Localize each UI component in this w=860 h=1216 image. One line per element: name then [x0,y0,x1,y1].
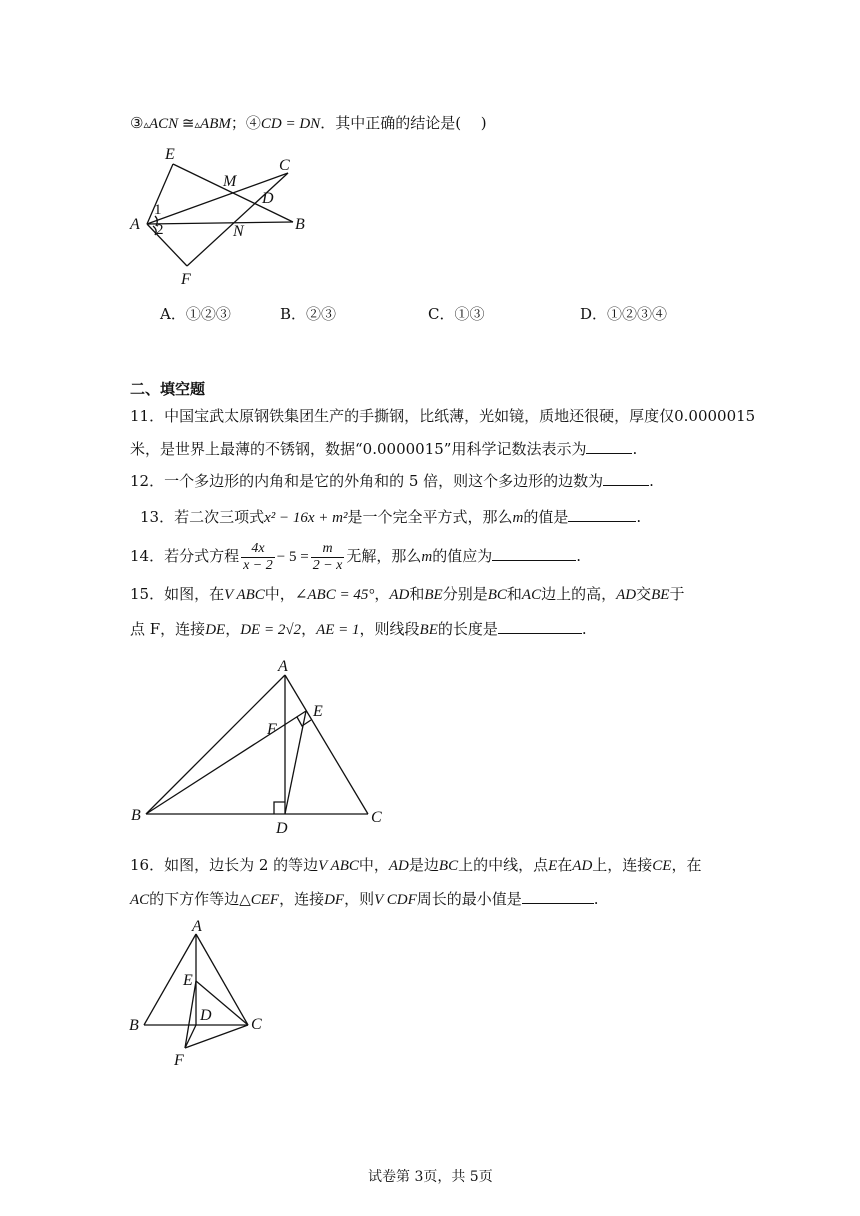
right-angle-d [274,802,285,814]
cd-dn-text: CD = DN [260,116,321,132]
label-b: B [131,807,141,824]
q16-ad: AD [572,858,593,874]
q16-cef: △CEF [239,892,280,908]
q14-f2-denominator: 2 − x [312,557,343,573]
q13-end: . [636,508,642,526]
q15-figure [128,655,388,835]
acn-text: ACN [148,116,179,132]
q15-text: 中， [264,585,295,603]
label-e: E [165,146,175,163]
q15-text: 交 [636,585,652,603]
q13-line [140,505,641,529]
q15-be: BE [419,622,438,638]
separator: ； [230,114,246,132]
q16-text: 在 [557,856,573,874]
q12-answer-blank[interactable] [603,469,649,486]
q13-pre: 13．若二次三项式 [140,508,265,526]
q11-line-1: 11．中国宝武太原钢铁集团生产的手撕钢，比纸薄，光如镜，质地还很硬，厚度仅0.0000015 [130,407,756,425]
segment-de [285,711,306,814]
q14-post: 的值应为 [432,547,493,565]
q13-mid: 是一个完全平方式，那么 [347,508,513,526]
q15-line-1 [130,583,684,606]
q15-angle: ∠ABC = 45° [294,587,375,603]
q16-figure [126,915,276,1075]
label-a: A [192,918,202,935]
option-b[interactable]: B．②③ [280,305,337,323]
q16-ad: AD [388,858,409,874]
q11-line-2 [130,437,637,460]
circle-4: ④ [245,114,261,132]
segment-fc [187,173,288,266]
q15-text: ， [301,620,317,638]
q10-tail-text: ．其中正确的结论是( ) [320,114,487,132]
q16-text: ，则 [344,890,375,908]
page-footer: 试卷第 3页，共 5页 [368,1169,493,1185]
q16-text: ，连接 [279,890,325,908]
option-c[interactable]: C．①③ [428,305,485,323]
q15-triangle: V ABC [224,587,265,603]
segment-be [146,711,306,814]
q15-text: ， [374,585,390,603]
label-d: D [276,820,288,835]
q15-line-2 [130,617,587,641]
q11-answer-blank[interactable] [586,437,632,454]
segment-ba [146,675,285,814]
q15-text: 的长度是 [437,620,498,638]
label-f: F [267,721,277,738]
q15-ac: AC [521,587,542,603]
label-n: N [233,223,244,240]
label-c: C [251,1016,262,1033]
label-m: M [223,173,237,190]
q14-minus-five: − 5 = [276,549,309,565]
q14-answer-blank[interactable] [492,544,576,561]
q16-triangle: V ABC [318,858,359,874]
q14-line [130,536,581,577]
label-angle-1: 1 [154,202,162,218]
q14-m: m [421,549,433,565]
q13-post: 的值是 [523,508,569,526]
q10-figure [125,140,325,290]
circle-3: ③ [130,114,144,132]
q14-fraction-2 [311,541,345,574]
congruent-symbol: ≅ [178,116,195,132]
q16-end: . [593,890,599,908]
q12-line [130,469,654,492]
q16-line-1 [130,854,701,877]
label-f: F [181,271,191,288]
label-a: A [130,216,140,233]
q14-f1-denominator: x − 2 [243,557,273,573]
q14-fraction-1 [241,541,275,574]
q15-ad: AD [616,587,637,603]
q14-mid: 无解，那么 [346,547,422,565]
q14-pre: 14．若分式方程 [130,547,240,565]
q16-text: 上，连接 [592,856,653,874]
q15-be: BE [651,587,670,603]
q11-end: . [632,440,638,458]
q16-line-2 [130,887,599,911]
q16-bc: BC [438,858,459,874]
label-c: C [279,157,290,174]
q15-text: 点 F，连接 [130,620,206,638]
q15-ae-value: AE = 1 [316,622,360,638]
q16-text: 是边 [408,856,439,874]
q16-text: ，在 [671,856,702,874]
q16-text: 的下方作等边 [149,890,240,908]
q15-text: ， [225,620,241,638]
triangle-symbol: ▵ [143,118,149,131]
option-d[interactable]: D．①②③④ [580,305,668,323]
q14-end: . [576,547,582,565]
q15-be: BE [424,587,443,603]
q15-text: ，则线段 [359,620,420,638]
label-e: E [313,703,323,720]
q13-answer-blank[interactable] [568,505,636,522]
q15-bc: BC [487,587,507,603]
q15-text: 和 [409,585,425,603]
segment-af [147,224,187,266]
q15-ad: AD [389,587,410,603]
q15-text: 15．如图，在 [130,585,225,603]
q16-ac: AC [130,892,150,908]
q15-end: . [581,620,587,638]
q16-df: DF [324,892,345,908]
triangle-symbol: ▵ [194,118,201,131]
q15-text: 边上的高， [541,585,617,603]
q11-line-2-text: 米，是世界上最薄的不锈钢，数据“0.0000015”用科学记数法表示为 [130,440,587,458]
segment-ab [147,222,293,224]
q15-text: 分别是 [442,585,488,603]
q16-e: E [548,858,558,874]
label-angle-2: 2 [156,222,164,238]
q16-text: 上的中线，点 [458,856,549,874]
q14-f1-numerator: 4x [241,541,275,558]
q16-answer-blank[interactable] [522,887,594,904]
section-title: 二、填空题 [130,380,206,398]
q15-answer-blank[interactable] [498,617,582,634]
q16-text: 中， [358,856,389,874]
label-b: B [295,216,305,233]
segment-ac [285,675,368,814]
label-e: E [183,972,193,989]
q13-expression: x² − 16x + m² [264,510,348,526]
q16-text: 16．如图，边长为 2 的等边 [130,856,319,874]
label-f: F [174,1052,184,1069]
q15-text: 和 [506,585,522,603]
label-a: A [278,658,288,675]
q12-end: . [649,472,654,490]
q15-de-value: DE = 2√2 [240,622,302,638]
q12-text: 12．一个多边形的内角和是它的外角和的 5 倍，则这个多边形的边数为 [130,472,604,490]
q15-text: 于 [669,585,685,603]
q13-m: m [512,510,524,526]
label-d: D [200,1007,212,1024]
q16-text: 周长的最小值是 [416,890,522,908]
label-b: B [129,1017,139,1034]
option-a[interactable]: A．①②③ [160,305,231,323]
q16-cdf: V CDF [374,892,417,908]
q16-ce: CE [652,858,672,874]
q14-f2-numerator: m [311,541,345,558]
q15-de: DE [205,622,226,638]
label-d: D [262,190,274,207]
q10-conclusion-line [130,112,487,136]
abm-text: ABM [200,116,231,132]
label-c: C [371,809,382,826]
